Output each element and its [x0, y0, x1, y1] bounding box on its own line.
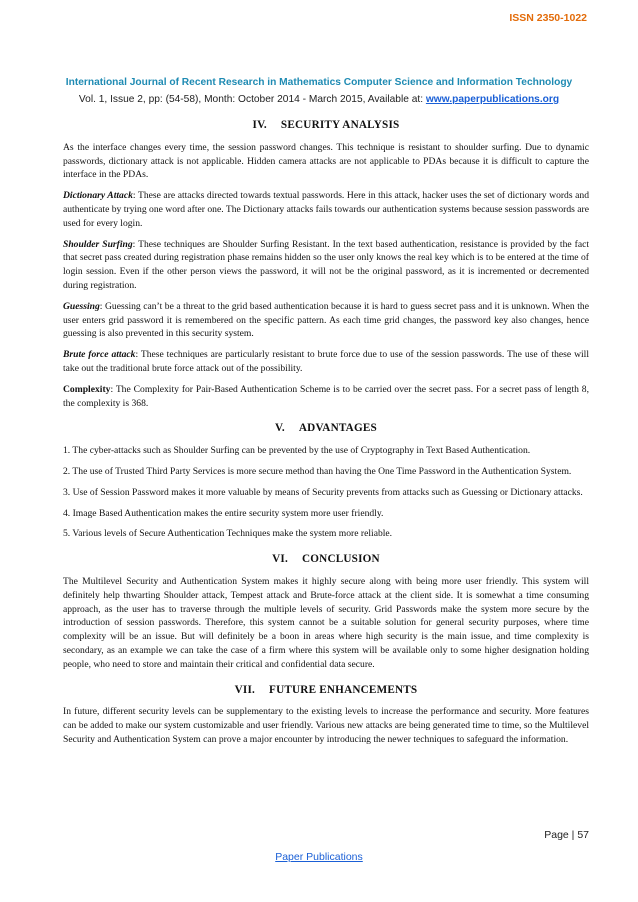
- term-label: Dictionary Attack: [63, 190, 133, 202]
- section-number: VII.: [234, 683, 256, 696]
- journal-info: [0, 94, 638, 105]
- publisher-footer-link[interactable]: Paper Publications: [275, 851, 363, 863]
- page-number: Page | 57: [544, 829, 589, 841]
- term-label: Shoulder Surfing: [63, 238, 133, 250]
- section-number: VI.: [272, 553, 288, 566]
- section-advantages: [63, 422, 589, 541]
- term-text: : Guessing can’t be a threat to the grid based authentication because it is hard to guess secret pass and it is unknown. When the user enters grid password it is remembered on the specific pattern. As each time grid changes, the password key also changes, hence guessing is also prevented in this security system.: [63, 300, 589, 340]
- paper-body: [63, 119, 589, 759]
- term-text: : These techniques are particularly resistant to brute force due to use of the session passwords. The use of these will take out the traditional brute force attack out of the possibility.: [63, 349, 589, 374]
- issn-label: ISSN 2350-1022: [509, 12, 587, 24]
- list-item: 3. Use of Session Password makes it more valuable by means of Security prevents from attacks such as Guessing or Dictionary attacks.: [63, 486, 583, 498]
- section-future-enhancements: [63, 684, 589, 747]
- term-label: Brute force attack: [63, 349, 136, 361]
- list-item: 4. Image Based Authentication makes the entire security system more user friendly.: [63, 507, 384, 519]
- section-number: V.: [275, 422, 285, 435]
- journal-info-text: Vol. 1, Issue 2, pp: (54-58), Month: October 2014 - March 2015, Available at:: [78, 94, 426, 105]
- section-title: FUTURE ENHANCEMENTS: [269, 683, 418, 696]
- section-title: CONCLUSION: [302, 553, 380, 566]
- list-item: 5. Various levels of Secure Authentication Techniques make the system more reliable.: [63, 528, 393, 540]
- list-item: 2. The use of Trusted Third Party Services is more secure method than having the One Time Password in the Authentication System.: [63, 465, 572, 477]
- term-label: Complexity: [63, 383, 111, 395]
- section-title: SECURITY ANALYSIS: [280, 119, 400, 131]
- section-heading: [63, 553, 589, 567]
- section-title: ADVANTAGES: [298, 422, 377, 435]
- paragraph-brute-force: [63, 348, 589, 376]
- paragraph-shoulder-surfing: [63, 238, 589, 293]
- section-heading: [63, 684, 589, 698]
- paragraph: As the interface changes every time, the session password changes. This technique is resistant to shoulder surfing. Due to dynamic passwords, dictionary attack is not applicable. Hidden camera attacks are not applicable to PDAs because it is difficult to capture the interface in the PDAs.: [63, 141, 589, 181]
- term-label: Guessing: [63, 300, 100, 312]
- paragraph: The Multilevel Security and Authentication System makes it highly secure along with being more user friendly. This system will definitely help thwarting Shoulder attack, Tempest attack and Brute-force attack at the client side. It is somewhat a time consuming approach, as the user has to traverse through the multiple levels of security. Grid Passwords make the system more secure by the introduction of session passwords. Therefore, this system cannot be a suitable solution for general security purposes, where time complexity will be an issue. But will definitely be a boon in areas where high security is the main issue, and time complexity is secondary, as an example we can take the case of a firm where this system will be available only to some higher designation holding people, who need to store and maintain their critical and confidential data secure.: [63, 575, 589, 670]
- paragraph-guessing: [63, 300, 589, 341]
- term-text: : The Complexity for Pair-Based Authentication Scheme is to be carried over the secret pass. For a secret pass of length 8, the complexity is 368.: [63, 383, 589, 409]
- paragraph-dictionary-attack: [63, 189, 589, 230]
- journal-title: International Journal of Recent Research in Mathematics Computer Science and Information Technology: [65, 77, 573, 88]
- section-heading: [63, 422, 589, 436]
- journal-url-link[interactable]: www.paperpublications.org: [425, 94, 560, 105]
- section-heading: [63, 119, 589, 133]
- section-number: IV.: [252, 119, 267, 131]
- paragraph: In future, different security levels can be supplementary to the existing levels to increase the performance and security. More features can be added to make our system customizable and user friendly. Various new attacks are being generated time to time, so the Multilevel Security and Authentication System can prove a major encounter by introducing the newer techniques to safeguard the information.: [63, 706, 589, 745]
- list-item: 1. The cyber-attacks such as Shoulder Surfing can be prevented by the use of Cryptography in Text Based Authentication.: [63, 445, 531, 457]
- section-conclusion: [63, 553, 589, 671]
- section-security-analysis: [63, 119, 589, 410]
- paragraph-complexity: [63, 383, 589, 411]
- term-text: : These are attacks directed towards textual passwords. Here in this attack, hacker uses the set of dictionary words and authenticate by trying one word after one. The Dictionary attacks fails towards our authentication systems because session passwords are used for every login.: [63, 190, 590, 229]
- term-text: : These techniques are Shoulder Surfing Resistant. In the text based authentication, resistance is provided by the fact that secret pass created during registration phase remains hidden so the user only knows the real key which is to be entered at the time of login session. Even if the other person views the password, it will not be the original password, as it is incremented or decremented during registration.: [63, 238, 590, 291]
